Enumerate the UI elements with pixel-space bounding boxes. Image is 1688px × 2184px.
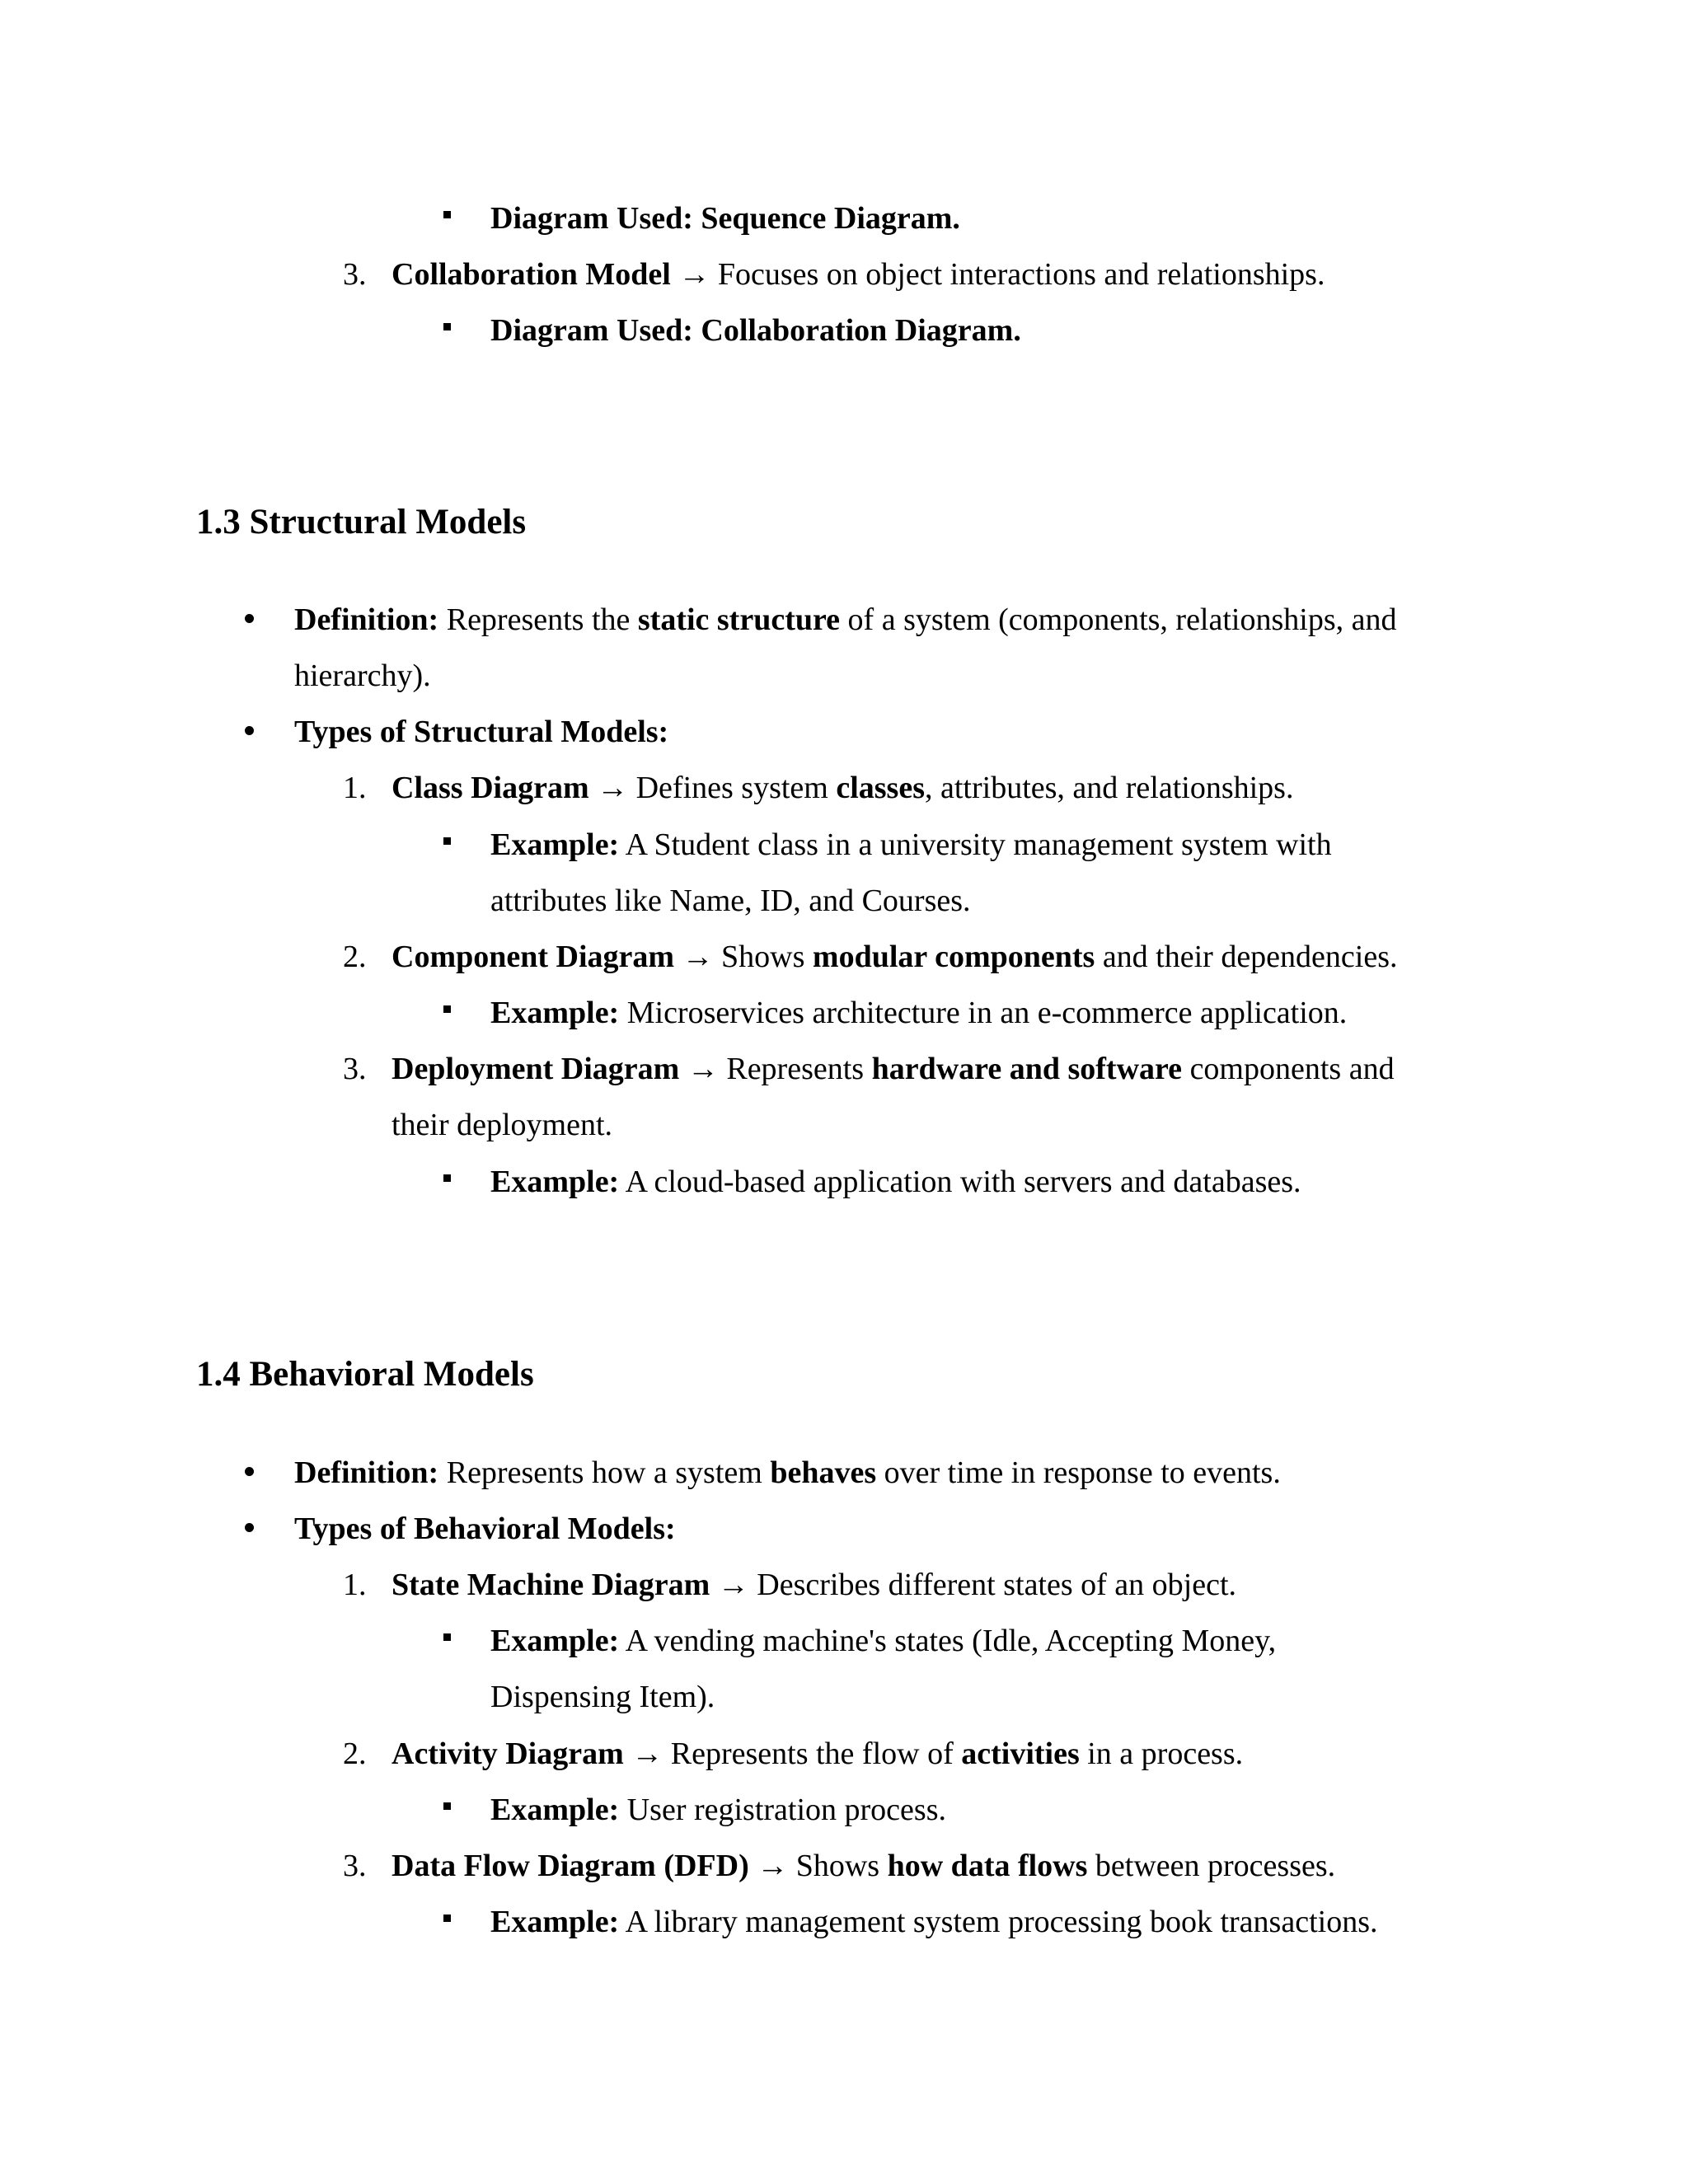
square-bullet-icon — [443, 323, 451, 330]
definition-text: over time in response to events. — [876, 1455, 1281, 1490]
arrow-icon: → — [748, 1849, 796, 1883]
example-line — [490, 1794, 946, 1825]
item-text: , attributes, and relationships. — [925, 771, 1294, 805]
list-number: 1. — [343, 771, 367, 805]
bullet-icon — [245, 1467, 254, 1476]
item-text: in a process. — [1079, 1736, 1244, 1771]
arrow-icon: → — [588, 771, 636, 805]
arrow-icon: → — [670, 257, 718, 292]
item-title: Class Diagram — [392, 771, 589, 805]
section-heading-behavioral: 1.4 Behavioral Models — [196, 1355, 534, 1394]
example-line-continued: Dispensing Item). — [490, 1680, 715, 1714]
bullet-icon — [245, 1523, 254, 1532]
item-title: State Machine Diagram — [392, 1568, 710, 1602]
bullet-icon — [245, 726, 254, 735]
example-line — [490, 1906, 1377, 1938]
bullet-icon — [245, 614, 254, 623]
definition-text: Represents how a system — [438, 1455, 771, 1490]
definition-emphasis: static structure — [637, 602, 841, 637]
item-emphasis: how data flows — [887, 1849, 1088, 1883]
definition-emphasis: behaves — [770, 1455, 877, 1490]
example-label: Example: — [490, 996, 620, 1030]
item-text: Focuses on object interactions and relationships. — [717, 257, 1325, 292]
example-line — [490, 997, 1347, 1029]
example-label: Example: — [490, 1793, 620, 1827]
item-text: Describes different states of an object. — [757, 1568, 1237, 1602]
item-title: Activity Diagram — [392, 1736, 624, 1771]
item-text: components and — [1182, 1052, 1395, 1086]
data-flow-diagram-item — [392, 1850, 1335, 1882]
example-label: Example: — [490, 1165, 620, 1199]
example-text: Microservices architecture in an e-commerce application. — [619, 996, 1348, 1030]
square-bullet-icon — [443, 1633, 451, 1641]
square-bullet-icon — [443, 1174, 451, 1182]
example-text: A library management system processing book transactions. — [619, 1905, 1378, 1939]
class-diagram-item — [392, 772, 1293, 804]
item-continued: their deployment. — [392, 1108, 613, 1142]
item-text: Shows — [795, 1849, 888, 1883]
item-title: Data Flow Diagram (DFD) — [392, 1849, 749, 1883]
arrow-icon: → — [623, 1736, 671, 1771]
item-emphasis: classes — [836, 771, 925, 805]
collaboration-model-item — [392, 259, 1325, 290]
list-number: 3. — [343, 1052, 367, 1086]
diagram-used-collaboration: Diagram Used: Collaboration Diagram. — [490, 313, 1021, 348]
types-label: Types of Behavioral Models: — [294, 1511, 676, 1546]
example-line-continued: attributes like Name, ID, and Courses. — [490, 883, 971, 918]
square-bullet-icon — [443, 837, 451, 845]
list-number: 1. — [343, 1568, 367, 1602]
square-bullet-icon — [443, 211, 451, 218]
arrow-icon: → — [674, 940, 722, 974]
example-label: Example: — [490, 1624, 620, 1658]
item-text: Defines system — [635, 771, 837, 805]
list-number: 2. — [343, 940, 367, 974]
arrow-icon: → — [679, 1052, 727, 1086]
arrow-icon: → — [710, 1568, 757, 1602]
list-number: 2. — [343, 1736, 367, 1771]
example-text: A cloud-based application with servers and databases. — [619, 1165, 1301, 1199]
example-line — [490, 829, 1332, 860]
definition-label: Definition: — [294, 1455, 439, 1490]
diagram-used-sequence: Diagram Used: Sequence Diagram. — [490, 201, 960, 236]
section-heading-structural: 1.3 Structural Models — [196, 503, 527, 541]
activity-diagram-item — [392, 1738, 1243, 1769]
example-label: Example: — [490, 827, 620, 862]
component-diagram-item — [392, 941, 1398, 972]
list-number: 3. — [343, 1849, 367, 1883]
item-title: Component Diagram — [392, 940, 675, 974]
example-text: A Student class in a university management system with — [619, 827, 1332, 862]
item-text: Represents the flow of — [670, 1736, 962, 1771]
types-label: Types of Structural Models: — [294, 715, 669, 749]
definition-text: of a system (components, relationships, and — [840, 602, 1397, 637]
item-title: Collaboration Model — [392, 257, 671, 292]
example-text: User registration process. — [619, 1793, 946, 1827]
definition-line — [294, 1457, 1281, 1488]
item-title: Deployment Diagram — [392, 1052, 680, 1086]
item-text: Represents — [726, 1052, 872, 1086]
square-bullet-icon — [443, 1005, 451, 1013]
example-line — [490, 1166, 1301, 1197]
definition-line — [294, 604, 1396, 635]
state-machine-diagram-item — [392, 1569, 1236, 1601]
example-label: Example: — [490, 1905, 620, 1939]
item-emphasis: hardware and software — [871, 1052, 1183, 1086]
item-emphasis: activities — [961, 1736, 1080, 1771]
list-number: 3. — [343, 257, 367, 292]
example-line — [490, 1625, 1276, 1657]
deployment-diagram-item — [392, 1053, 1395, 1085]
definition-line-continued: hierarchy). — [294, 658, 431, 693]
item-text: Shows — [721, 940, 813, 974]
square-bullet-icon — [443, 1915, 451, 1922]
definition-text: Represents the — [438, 602, 638, 637]
example-text: A vending machine's states (Idle, Accepting Money, — [619, 1624, 1277, 1658]
square-bullet-icon — [443, 1802, 451, 1810]
item-text: and their dependencies. — [1095, 940, 1398, 974]
item-text: between processes. — [1087, 1849, 1336, 1883]
definition-label: Definition: — [294, 602, 439, 637]
item-emphasis: modular components — [812, 940, 1095, 974]
